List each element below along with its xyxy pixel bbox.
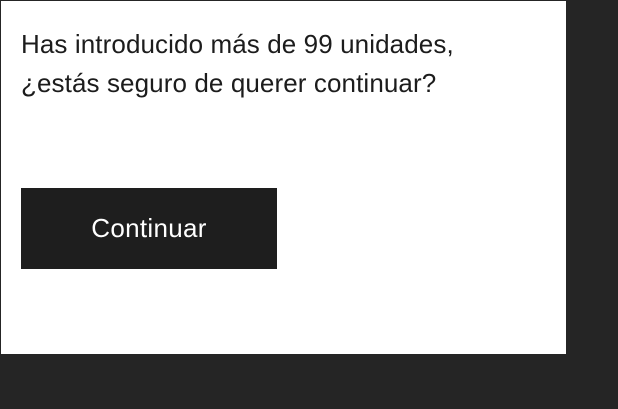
confirmation-message (21, 25, 551, 103)
confirmation-message-line-1: Has introducido más de 99 unidades, (21, 29, 454, 59)
continue-button[interactable]: Continuar (21, 188, 277, 269)
confirmation-message-line-2: ¿estás seguro de querer continuar? (21, 68, 437, 98)
confirmation-dialog (1, 1, 566, 354)
